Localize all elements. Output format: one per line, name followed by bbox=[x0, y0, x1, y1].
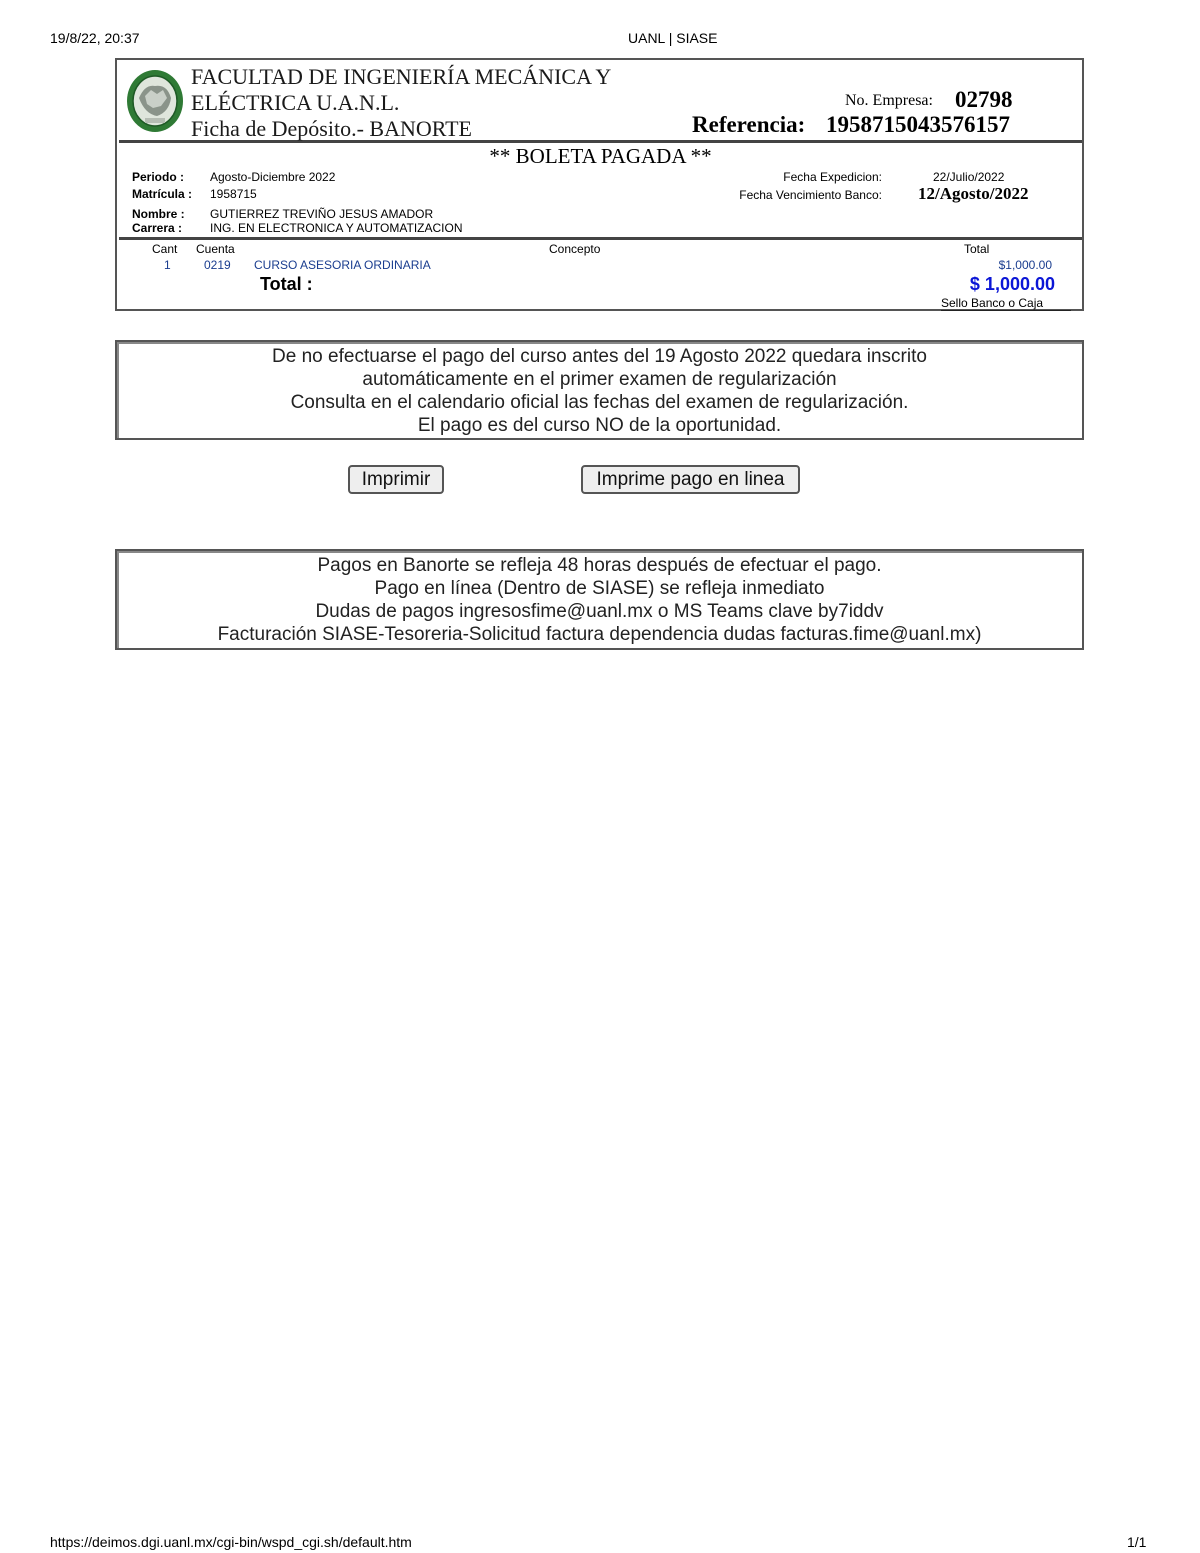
slip-student-section bbox=[119, 144, 1082, 240]
fime-seal-logo-icon bbox=[125, 68, 185, 134]
sello-banco-caja: Sello Banco o Caja bbox=[941, 296, 1071, 311]
notice-line: Consulta en el calendario oficial las fechas del examen de regularización. bbox=[290, 392, 909, 413]
notice-line: Pagos en Banorte se refleja 48 horas después de efectuar el pago. bbox=[317, 555, 882, 576]
print-page-title: UANL | SIASE bbox=[628, 30, 718, 46]
print-online-payment-button[interactable]: Imprime pago en linea bbox=[581, 465, 800, 494]
item-cant: 1 bbox=[164, 258, 171, 272]
total-value: $ 1,000.00 bbox=[969, 274, 1055, 294]
notice-line: automáticamente en el primer examen de regularización bbox=[362, 369, 837, 390]
slip-items-section bbox=[119, 241, 1082, 309]
nombre-label: Nombre : bbox=[132, 207, 185, 221]
column-cant: Cant bbox=[152, 242, 178, 256]
notice-line: De no efectuarse el pago del curso antes del 19 Agosto 2022 quedara inscrito bbox=[272, 346, 927, 367]
column-concepto: Concepto bbox=[549, 242, 601, 256]
item-total: $1,000.00 bbox=[998, 258, 1052, 272]
matricula-value: 1958715 bbox=[210, 187, 257, 201]
print-button[interactable]: Imprimir bbox=[348, 465, 444, 494]
total-label: Total : bbox=[260, 274, 313, 294]
slip-header-section bbox=[119, 62, 1082, 143]
column-cuenta: Cuenta bbox=[196, 242, 235, 256]
periodo-value: Agosto-Diciembre 2022 bbox=[210, 170, 336, 184]
print-datetime: 19/8/22, 20:37 bbox=[50, 30, 140, 46]
empresa-value: 02798 bbox=[955, 87, 1013, 112]
fecha-vencimiento-label: Fecha Vencimiento Banco: bbox=[739, 188, 882, 202]
form-title: Ficha de Depósito.- BANORTE bbox=[191, 116, 472, 141]
matricula-label: Matrícula : bbox=[132, 187, 193, 201]
nombre-value: GUTIERREZ TREVIÑO JESUS AMADOR bbox=[210, 207, 434, 221]
notice-line: El pago es del curso NO de la oportunidad. bbox=[417, 415, 782, 436]
carrera-value: ING. EN ELECTRONICA Y AUTOMATIZACION bbox=[210, 221, 463, 235]
print-url: https://deimos.dgi.uanl.mx/cgi-bin/wspd_cgi.sh/default.htm bbox=[50, 1534, 412, 1550]
print-page-number: 1/1 bbox=[1127, 1534, 1147, 1550]
faculty-name-line1: FACULTAD DE INGENIERÍA MECÁNICA Y bbox=[191, 64, 612, 89]
regularization-notice bbox=[115, 340, 1084, 440]
fecha-expedicion-value: 22/Julio/2022 bbox=[933, 170, 1005, 184]
payment-info-notice bbox=[115, 549, 1084, 650]
item-concepto: CURSO ASESORIA ORDINARIA bbox=[254, 258, 431, 272]
periodo-label: Periodo : bbox=[132, 170, 185, 184]
column-total: Total bbox=[964, 242, 990, 256]
fecha-vencimiento-value: 12/Agosto/2022 bbox=[918, 184, 1029, 203]
faculty-name-line2: ELÉCTRICA U.A.N.L. bbox=[191, 90, 400, 115]
notice-line: Pago en línea (Dentro de SIASE) se refleja inmediato bbox=[374, 578, 825, 599]
payment-status: ** BOLETA PAGADA ** bbox=[489, 144, 712, 168]
notice-line: Dudas de pagos ingresosfime@uanl.mx o MS Teams clave by7iddv bbox=[315, 601, 884, 622]
item-cuenta: 0219 bbox=[204, 258, 231, 272]
referencia-label: Referencia: bbox=[692, 112, 806, 137]
notice-line: Facturación SIASE-Tesoreria-Solicitud factura dependencia dudas facturas.fime@uanl.mx) bbox=[217, 624, 982, 645]
fecha-expedicion-label: Fecha Expedicion: bbox=[783, 170, 882, 184]
referencia-value: 1958715043576157 bbox=[826, 112, 1010, 137]
carrera-label: Carrera : bbox=[132, 221, 183, 235]
empresa-label: No. Empresa: bbox=[845, 92, 933, 109]
deposit-slip bbox=[115, 58, 1084, 311]
